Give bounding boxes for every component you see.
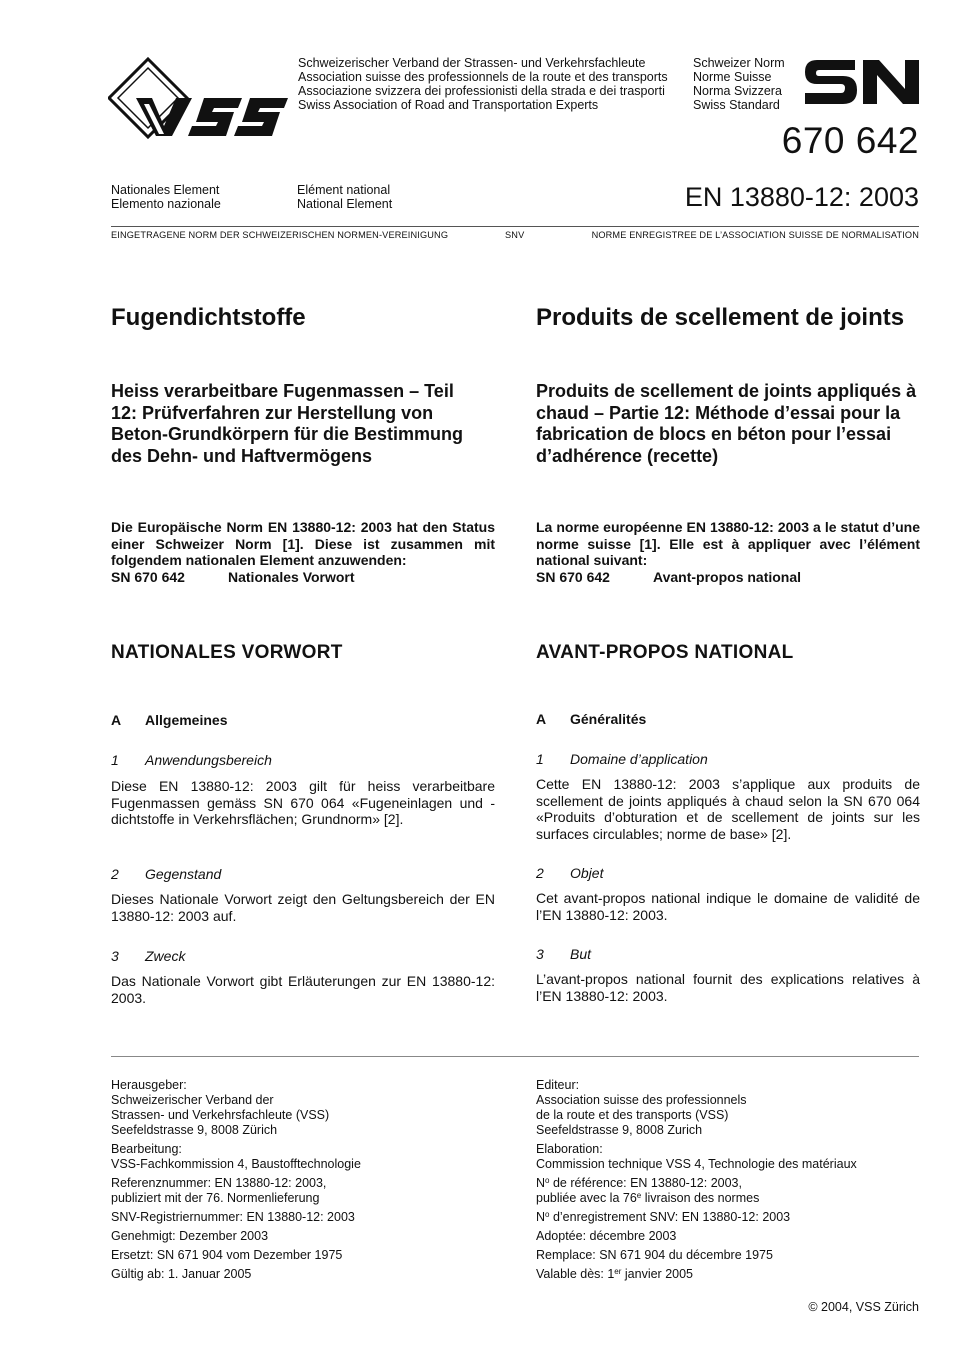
- imprint-de: [111, 1078, 495, 1282]
- association-name-fr: Association suisse des professionnels de la route et des transports: [298, 70, 668, 84]
- heading-a-title-fr: Généralités: [570, 711, 647, 727]
- heading-2-num-de: 2: [111, 866, 119, 882]
- imprint-fr: [536, 1078, 920, 1282]
- heading-a-title-de: Allgemeines: [145, 712, 228, 728]
- reference-sup-fr: o: [545, 1176, 550, 1185]
- norm-names: [693, 56, 785, 112]
- paragraph-3-de: Das Nationale Vorwort gibt Erläuterungen zur EN 13880-12: 2003.: [111, 973, 495, 1006]
- publisher-line-fr: de la route et des transports (VSS): [536, 1108, 729, 1122]
- publisher-line-de: Strassen- und Verkehrsfachleute (VSS): [111, 1108, 330, 1122]
- header-divider: [111, 226, 919, 227]
- valid-from-text-fr: Valable dès: 1: [536, 1267, 615, 1281]
- registration-snv: SNV: [505, 230, 525, 240]
- ref-number-fr: SN 670 642: [536, 569, 610, 585]
- norm-name-de: Schweizer Norm: [693, 56, 785, 70]
- replaces-fr: Remplace: SN 671 904 du décembre 1975: [536, 1248, 773, 1262]
- registration-text-de: EINGETRAGENE NORM DER SCHWEIZERISCHEN NORMEN-VEREINIGUNG: [111, 230, 449, 240]
- valid-from-rest-fr: janvier 2005: [621, 1267, 693, 1281]
- title-de: Fugendichtstoffe: [111, 304, 306, 331]
- valid-from-sup-fr: er: [614, 1267, 622, 1276]
- heading-1-fr: [536, 751, 920, 767]
- publisher-label-fr: Editeur:: [536, 1078, 580, 1092]
- reference-delivery-sup-fr: e: [636, 1191, 642, 1200]
- element-label-fr: [297, 183, 392, 211]
- reference-text-fr: de référence: EN 13880-12: 2003,: [549, 1176, 742, 1190]
- norm-name-it: Norma Svizzera: [693, 84, 782, 98]
- replaces-de: Ersetzt: SN 671 904 vom Dezember 1975: [111, 1248, 343, 1262]
- approved-date-de: Genehmigt: Dezember 2003: [111, 1229, 269, 1243]
- association-name-it: Associazione svizzera dei professionisti della strada e dei trasporti: [298, 84, 665, 98]
- heading-1-num-fr: 1: [536, 751, 544, 767]
- publisher-line-de: Seefeldstrasse 9, 8008 Zürich: [111, 1123, 278, 1137]
- ref-label-fr: Avant-propos national: [653, 569, 802, 585]
- sn-mark-logo: [803, 57, 921, 107]
- valid-from-de: Gültig ab: 1. Januar 2005: [111, 1267, 252, 1281]
- national-element-ref-fr: [536, 569, 920, 586]
- heading-3-num-de: 3: [111, 948, 119, 964]
- section-title-de: NATIONALES VORWORT: [111, 642, 343, 663]
- heading-3-title-fr: But: [570, 946, 592, 962]
- reference-delivery-rest-fr: livraison des normes: [641, 1191, 760, 1205]
- heading-1-num-de: 1: [111, 752, 119, 768]
- heading-2-de: [111, 866, 495, 882]
- registration-prefix-fr: N: [536, 1210, 546, 1224]
- paragraph-1-fr: Cette EN 13880-12: 2003 s’applique aux produits de scellement de joints appliqués à chaud selon la SN 670 064 «Produits d’obturation et de scellement de joints sur les surfaces circulables; norme de base» [2].: [536, 776, 920, 842]
- sn-number: 670 642: [781, 120, 919, 161]
- heading-3-de: [111, 948, 495, 964]
- publisher-line-fr: Association suisse des professionnels: [536, 1093, 747, 1107]
- approved-date-fr: Adoptée: décembre 2003: [536, 1229, 677, 1243]
- elaboration-label-de: Bearbeitung:: [111, 1142, 182, 1156]
- national-element-ref-de: [111, 569, 495, 586]
- element-label-it-line: Elemento nazionale: [111, 197, 221, 211]
- publisher-label-de: Herausgeber:: [111, 1078, 187, 1092]
- reference-line-fr: [536, 1176, 920, 1191]
- elaboration-label-fr: Elaboration:: [536, 1142, 603, 1156]
- heading-3-num-fr: 3: [536, 946, 544, 962]
- heading-1-de: [111, 752, 495, 768]
- status-statement-fr: La norme européenne EN 13880-12: 2003 a le statut d’une norme suisse [1]. Elle est à appliquer avec l’élément national suivant:: [536, 519, 920, 568]
- heading-2-num-fr: 2: [536, 865, 544, 881]
- reference-line-de: publiziert mit der 76. Normenlieferung: [111, 1191, 320, 1205]
- paragraph-2-fr: Cet avant-propos national indique le domaine de validité de l’EN 13880-12: 2003.: [536, 890, 920, 923]
- association-name-en: Swiss Association of Road and Transportation Experts: [298, 98, 599, 112]
- norm-name-fr: Norme Suisse: [693, 70, 772, 84]
- ref-number-de: SN 670 642: [111, 569, 185, 585]
- en-number: EN 13880-12: 2003: [684, 182, 919, 212]
- reference-line-de: Referenznummer: EN 13880-12: 2003,: [111, 1176, 327, 1190]
- subtitle-fr: Produits de scellement de joints appliqués à chaud – Partie 12: Méthode d’essai pour la fabrication de blocs en béton pour l’essai d’adhérence (recette): [536, 381, 917, 466]
- reference-prefix-fr: N: [536, 1176, 546, 1190]
- heading-2-title-de: Gegenstand: [145, 866, 222, 882]
- registration-number-de: SNV-Registriernummer: EN 13880-12: 2003: [111, 1210, 355, 1224]
- elaboration-de: VSS-Fachkommission 4, Baustofftechnologie: [111, 1157, 361, 1171]
- heading-a-letter-fr: A: [536, 711, 547, 727]
- registration-text-fr: NORME ENREGISTREE DE L’ASSOCIATION SUISSE DE NORMALISATION: [591, 230, 919, 240]
- heading-a-letter-de: A: [111, 712, 122, 728]
- copyright-notice: © 2004, VSS Zürich: [808, 1300, 919, 1314]
- registration-sup-fr: o: [545, 1210, 550, 1219]
- heading-3-fr: [536, 946, 920, 962]
- status-statement-de: Die Europäische Norm EN 13880-12: 2003 hat den Status einer Schweizer Norm [1]. Diese ist zusammen mit folgendem nationalen Element anzuwenden:: [111, 519, 495, 568]
- heading-3-title-de: Zweck: [145, 948, 186, 964]
- ref-label-de: Nationales Vorwort: [228, 569, 355, 585]
- reference-line-fr: [536, 1191, 920, 1206]
- footer-divider: [111, 1056, 919, 1057]
- association-names: [298, 56, 668, 112]
- heading-a-de: [111, 712, 495, 728]
- elaboration-fr: Commission technique VSS 4, Technologie des matériaux: [536, 1157, 857, 1171]
- heading-2-fr: [536, 865, 920, 881]
- paragraph-1-de: Diese EN 13880-12: 2003 gilt für heiss verarbeitbare Fugenmassen gemäss SN 670 064 «Fugeneinlagen und -dichtstoffe in Verkehrsflächen; Grundnorm» [2].: [111, 778, 495, 827]
- publisher-line-fr: Seefeldstrasse 9, 8008 Zurich: [536, 1123, 703, 1137]
- norm-name-en: Swiss Standard: [693, 98, 780, 112]
- subtitle-de: Heiss verarbeitbare Fugenmassen – Teil 12: Prüfverfahren zur Herstellung von Beton-Grundkörpern für die Bestimmung des Dehn- und Haftvermögens: [111, 381, 464, 466]
- heading-1-title-de: Anwendungsbereich: [145, 752, 272, 768]
- paragraph-3-fr: L’avant-propos national fournit des explications relatives à l’EN 13880-12: 2003.: [536, 971, 920, 1004]
- element-label-de-line: Nationales Element: [111, 183, 220, 197]
- heading-1-title-fr: Domaine d’application: [570, 751, 708, 767]
- title-fr: Produits de scellement de joints: [536, 304, 905, 331]
- registration-text-fr: d’enregistrement SNV: EN 13880-12: 2003: [549, 1210, 791, 1224]
- registration-number-fr: [536, 1210, 920, 1225]
- association-name-de: Schweizerischer Verband der Strassen- und Verkehrsfachleute: [298, 56, 646, 70]
- heading-a-fr: [536, 711, 920, 727]
- reference-delivery-fr: publiée avec la 76: [536, 1191, 637, 1205]
- element-label-en-line: National Element: [297, 197, 393, 211]
- heading-2-title-fr: Objet: [570, 865, 604, 881]
- element-label-de: [111, 183, 221, 211]
- publisher-line-de: Schweizerischer Verband der: [111, 1093, 274, 1107]
- element-label-fr-line: Elément national: [297, 183, 391, 197]
- valid-from-fr: [536, 1267, 920, 1282]
- paragraph-2-de: Dieses Nationale Vorwort zeigt den Geltungsbereich der EN 13880-12: 2003 auf.: [111, 891, 495, 924]
- vss-logo: [108, 56, 293, 142]
- section-title-fr: AVANT-PROPOS NATIONAL: [536, 642, 794, 663]
